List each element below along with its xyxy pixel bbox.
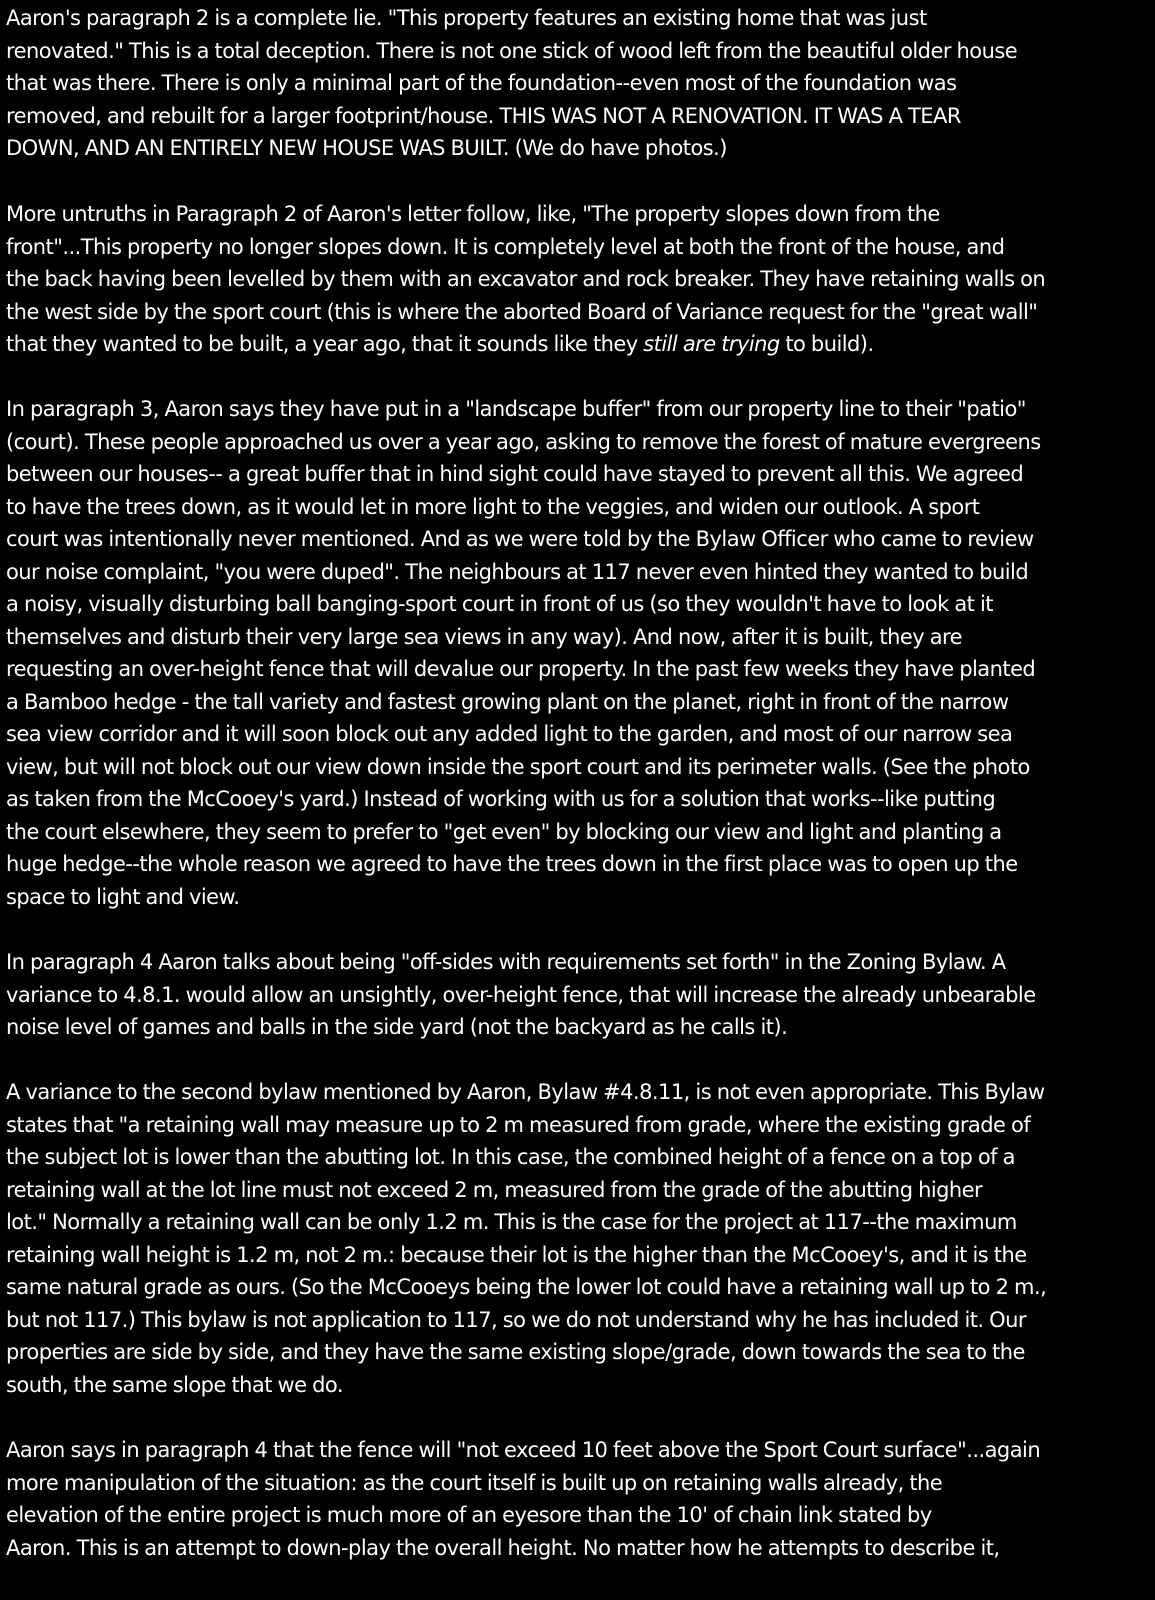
text-line: Aaron. This is an attempt to down-play the overall height. No matter how he attempts to describe it,: [6, 1535, 1000, 1560]
text-line: our noise complaint, "you were duped". The neighbours at 117 never even hinted they wanted to build: [6, 559, 1029, 584]
text-line: renovated." This is a total deception. There is not one stick of wood left from the beautiful older house: [6, 38, 1018, 63]
emphasized-text: still are trying: [643, 332, 780, 356]
text-line: lot." Normally a retaining wall can be only 1.2 m. This is the case for the project at 117--the maximum: [6, 1210, 1017, 1234]
text-line: A variance to the second bylaw mentioned by Aaron, Bylaw #4.8.11, is not even appropriate. This Bylaw: [6, 1080, 1045, 1104]
paragraph-fence-height: [6, 1434, 1040, 1564]
paragraph-slope-untruths: [6, 198, 1045, 361]
text-line: a noisy, visually disturbing ball banging-sport court in front of us (so they wouldn't have to look at it: [6, 592, 993, 616]
text-line: view, but will not block out our view down inside the sport court and its perimeter walls. (See the photo: [6, 754, 1030, 779]
text-line: noise level of games and balls in the side yard (not the backyard as he calls it).: [6, 1015, 788, 1039]
paragraph-zoning-bylaw: [6, 946, 1036, 1044]
text-line: court was intentionally never mentioned. And as we were told by the Bylaw Officer who came to review: [6, 527, 1034, 551]
text-line: properties are side by side, and they have the same existing slope/grade, down towards the sea to the: [6, 1340, 1025, 1364]
text-line: requesting an over-height fence that will devalue our property. In the past few weeks they have planted: [6, 657, 1036, 681]
text-line: south, the same slope that we do.: [6, 1372, 343, 1397]
text-line: Aaron's paragraph 2 is a complete lie. "This property features an existing home that was just: [6, 6, 927, 30]
paragraph-renovation-claim: [6, 2, 1017, 165]
text-line: (court). These people approached us over a year ago, asking to remove the forest of mature evergreens: [6, 429, 1041, 454]
text-line: between our houses-- a great buffer that in hind sight could have stayed to prevent all this. We agreed: [6, 462, 1024, 486]
text-run: that they wanted to be built, a year ago, that it sounds like they: [6, 332, 644, 356]
text-line: same natural grade as ours. (So the McCooeys being the lower lot could have a retaining wall up to 2 m.,: [6, 1275, 1047, 1299]
text-line-with-emphasis: [6, 328, 1045, 361]
text-line: huge hedge--the whole reason we agreed to have the trees down in the first place was to open up the: [6, 852, 1018, 876]
text-line: states that "a retaining wall may measure up to 2 m measured from grade, where the existing grade of: [6, 1112, 1031, 1137]
text-line: the subject lot is lower than the abutting lot. In this case, the combined height of a fence on a top of a: [6, 1145, 1015, 1169]
text-line: the court elsewhere, they seem to prefer to "get even" by blocking our view and light and planting a: [6, 819, 1002, 844]
text-line: but not 117.) This bylaw is not application to 117, so we do not understand why he has included it. Our: [6, 1307, 1026, 1332]
text-line: Aaron says in paragraph 4 that the fence will "not exceed 10 feet above the Sport Court surface"...again: [6, 1438, 1041, 1462]
text-line: that was there. There is only a minimal part of the foundation--even most of the foundation was: [6, 71, 957, 95]
text-line: More untruths in Paragraph 2 of Aaron's letter follow, like, "The property slopes down from the: [6, 202, 940, 226]
text-line: front"...This property no longer slopes down. It is completely level at both the front of the house, and: [6, 234, 1005, 259]
text-line: to have the trees down, as it would let in more light to the veggies, and widen our outlook. A sport: [6, 494, 980, 519]
text-run: to build).: [779, 332, 874, 356]
text-line: In paragraph 3, Aaron says they have put in a "landscape buffer" from our property line to their "patio": [6, 397, 1026, 421]
text-line: DOWN, AND AN ENTIRELY NEW HOUSE WAS BUILT. (We do have photos.): [6, 136, 727, 160]
text-line: In paragraph 4 Aaron talks about being "off-sides with requirements set forth" in the Zoning Bylaw. A: [6, 950, 1006, 974]
text-line: the west side by the sport court (this is where the aborted Board of Variance request for the "great wall": [6, 299, 1038, 324]
text-line: variance to 4.8.1. would allow an unsightly, over-height fence, that will increase the already unbearable: [6, 982, 1036, 1007]
text-line: a Bamboo hedge - the tall variety and fastest growing plant on the planet, right in front of the narrow: [6, 689, 1009, 714]
text-line: as taken from the McCooey's yard.) Instead of working with us for a solution that works--like putting: [6, 787, 996, 811]
text-line: more manipulation of the situation: as the court itself is built up on retaining walls already, the: [6, 1470, 943, 1495]
text-line: the back having been levelled by them with an excavator and rock breaker. They have retaining walls on: [6, 267, 1046, 291]
paragraph-landscape-buffer: [6, 393, 1041, 913]
paragraph-retaining-wall-bylaw: [6, 1076, 1046, 1401]
text-line: themselves and disturb their very large sea views in any way). And now, after it is built, they are: [6, 624, 963, 649]
text-line: space to light and view.: [6, 884, 240, 909]
text-line: retaining wall height is 1.2 m, not 2 m.: because their lot is the higher than the McCooey's, and it is the: [6, 1242, 1027, 1267]
text-line: removed, and rebuilt for a larger footprint/house. THIS WAS NOT A RENOVATION. IT WAS A TEAR: [6, 103, 961, 128]
text-line: sea view corridor and it will soon block out any added light to the garden, and most of our narrow sea: [6, 722, 1013, 746]
text-line: elevation of the entire project is much more of an eyesore than the 10' of chain link stated by: [6, 1503, 932, 1527]
text-line: retaining wall at the lot line must not exceed 2 m, measured from the grade of the abutting higher: [6, 1177, 983, 1202]
